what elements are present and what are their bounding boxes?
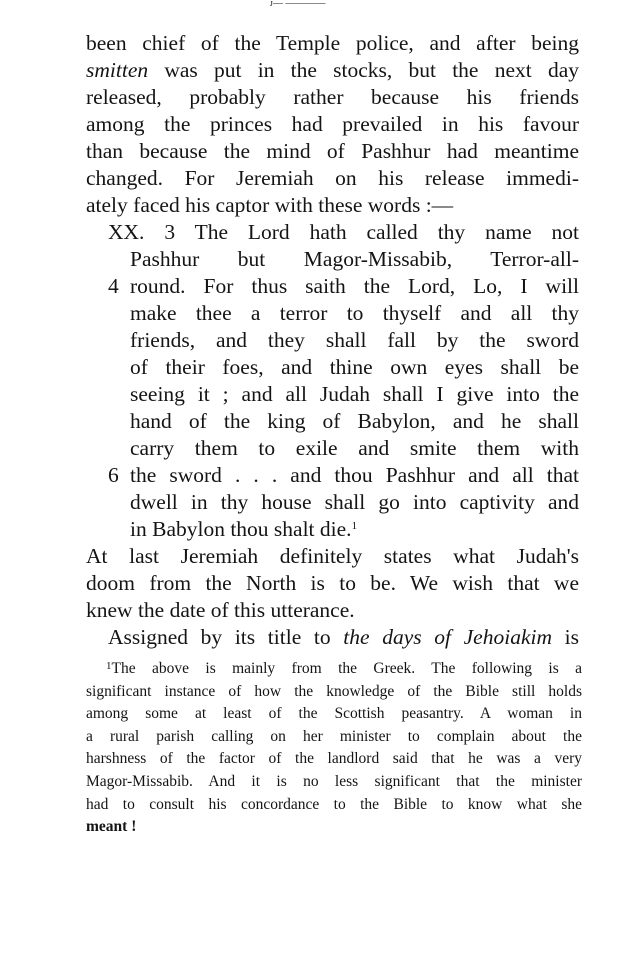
footnote-line: Magor-Missabib. And it is no less significant that the minister [86,773,582,790]
verse-line: XX. 3 The Lord hath called thy name not [108,220,579,244]
text-line: changed. For Jeremiah on his release immedi- [86,166,579,190]
verse-number: 4 [108,274,119,298]
verse-line: friends, and they shall fall by the sword [130,328,579,352]
verse-line [130,516,579,543]
text-line [86,57,579,84]
footnote-line [106,658,582,681]
verse-line: round. For thus saith the Lord, Lo, I will [130,274,579,298]
footnote-line: a rural parish calling on her minister to complain about the [86,728,582,745]
text-line: At last Jeremiah definitely states what Judah's [86,544,579,568]
text-line: than because the mind of Pashhur had meantime [86,139,579,163]
text-span: The above is mainly from the Greek. The following is a [111,660,582,677]
verse-line: hand of the king of Babylon, and he shall [130,409,579,433]
italic-word: smitten [86,58,149,82]
footnote-reference: 1 [351,520,358,532]
text-line: doom from the North is to be. We wish that we [86,571,579,595]
verse-line: carry them to exile and smite them with [130,436,579,460]
text-span: is [552,625,579,649]
footnote-line: among some at least of the Scottish peasantry. A woman in [86,705,582,722]
footnote-mark: 1 [106,660,112,672]
text-line [108,624,579,651]
footnote-line: harshness of the factor of the landlord said that he was a very [86,750,582,767]
verse-line: make thee a terror to thyself and all thy [130,301,579,325]
verse-line: of their foes, and thine own eyes shall be [130,355,579,379]
text-line: ately faced his captor with these words :— [86,193,454,217]
verse-line: the sword . . . and thou Pashhur and all that [130,463,579,487]
text-line: released, probably rather because his friends [86,85,579,109]
text-span: in Babylon thou shalt die. [130,517,352,541]
verse-line: dwell in thy house shall go into captivity and [130,490,579,514]
text-line: knew the date of this utterance. [86,598,355,622]
footnote-line: meant ! [86,818,137,835]
text-span: Assigned by its title to [108,625,344,649]
cropped-running-header [270,0,395,8]
cropped-header-text: ᴊ— ———— [270,0,326,8]
verse-line: Pashhur but Magor-Missabib, Terror-all- [130,247,579,271]
footnote-line: significant instance of how the knowledge of the Bible still holds [86,683,582,700]
text-line: been chief of the Temple police, and after being [86,31,579,55]
text-span: was put in the stocks, but the next day [148,58,579,82]
text-line: among the princes had prevailed in his favour [86,112,579,136]
verse-line: seeing it ; and all Judah shall I give into the [130,382,579,406]
italic-phrase: the days of Jehoiakim [343,625,552,649]
footnote-line: had to consult his concordance to the Bible to know what she [86,796,582,813]
verse-number: 6 [108,463,119,487]
